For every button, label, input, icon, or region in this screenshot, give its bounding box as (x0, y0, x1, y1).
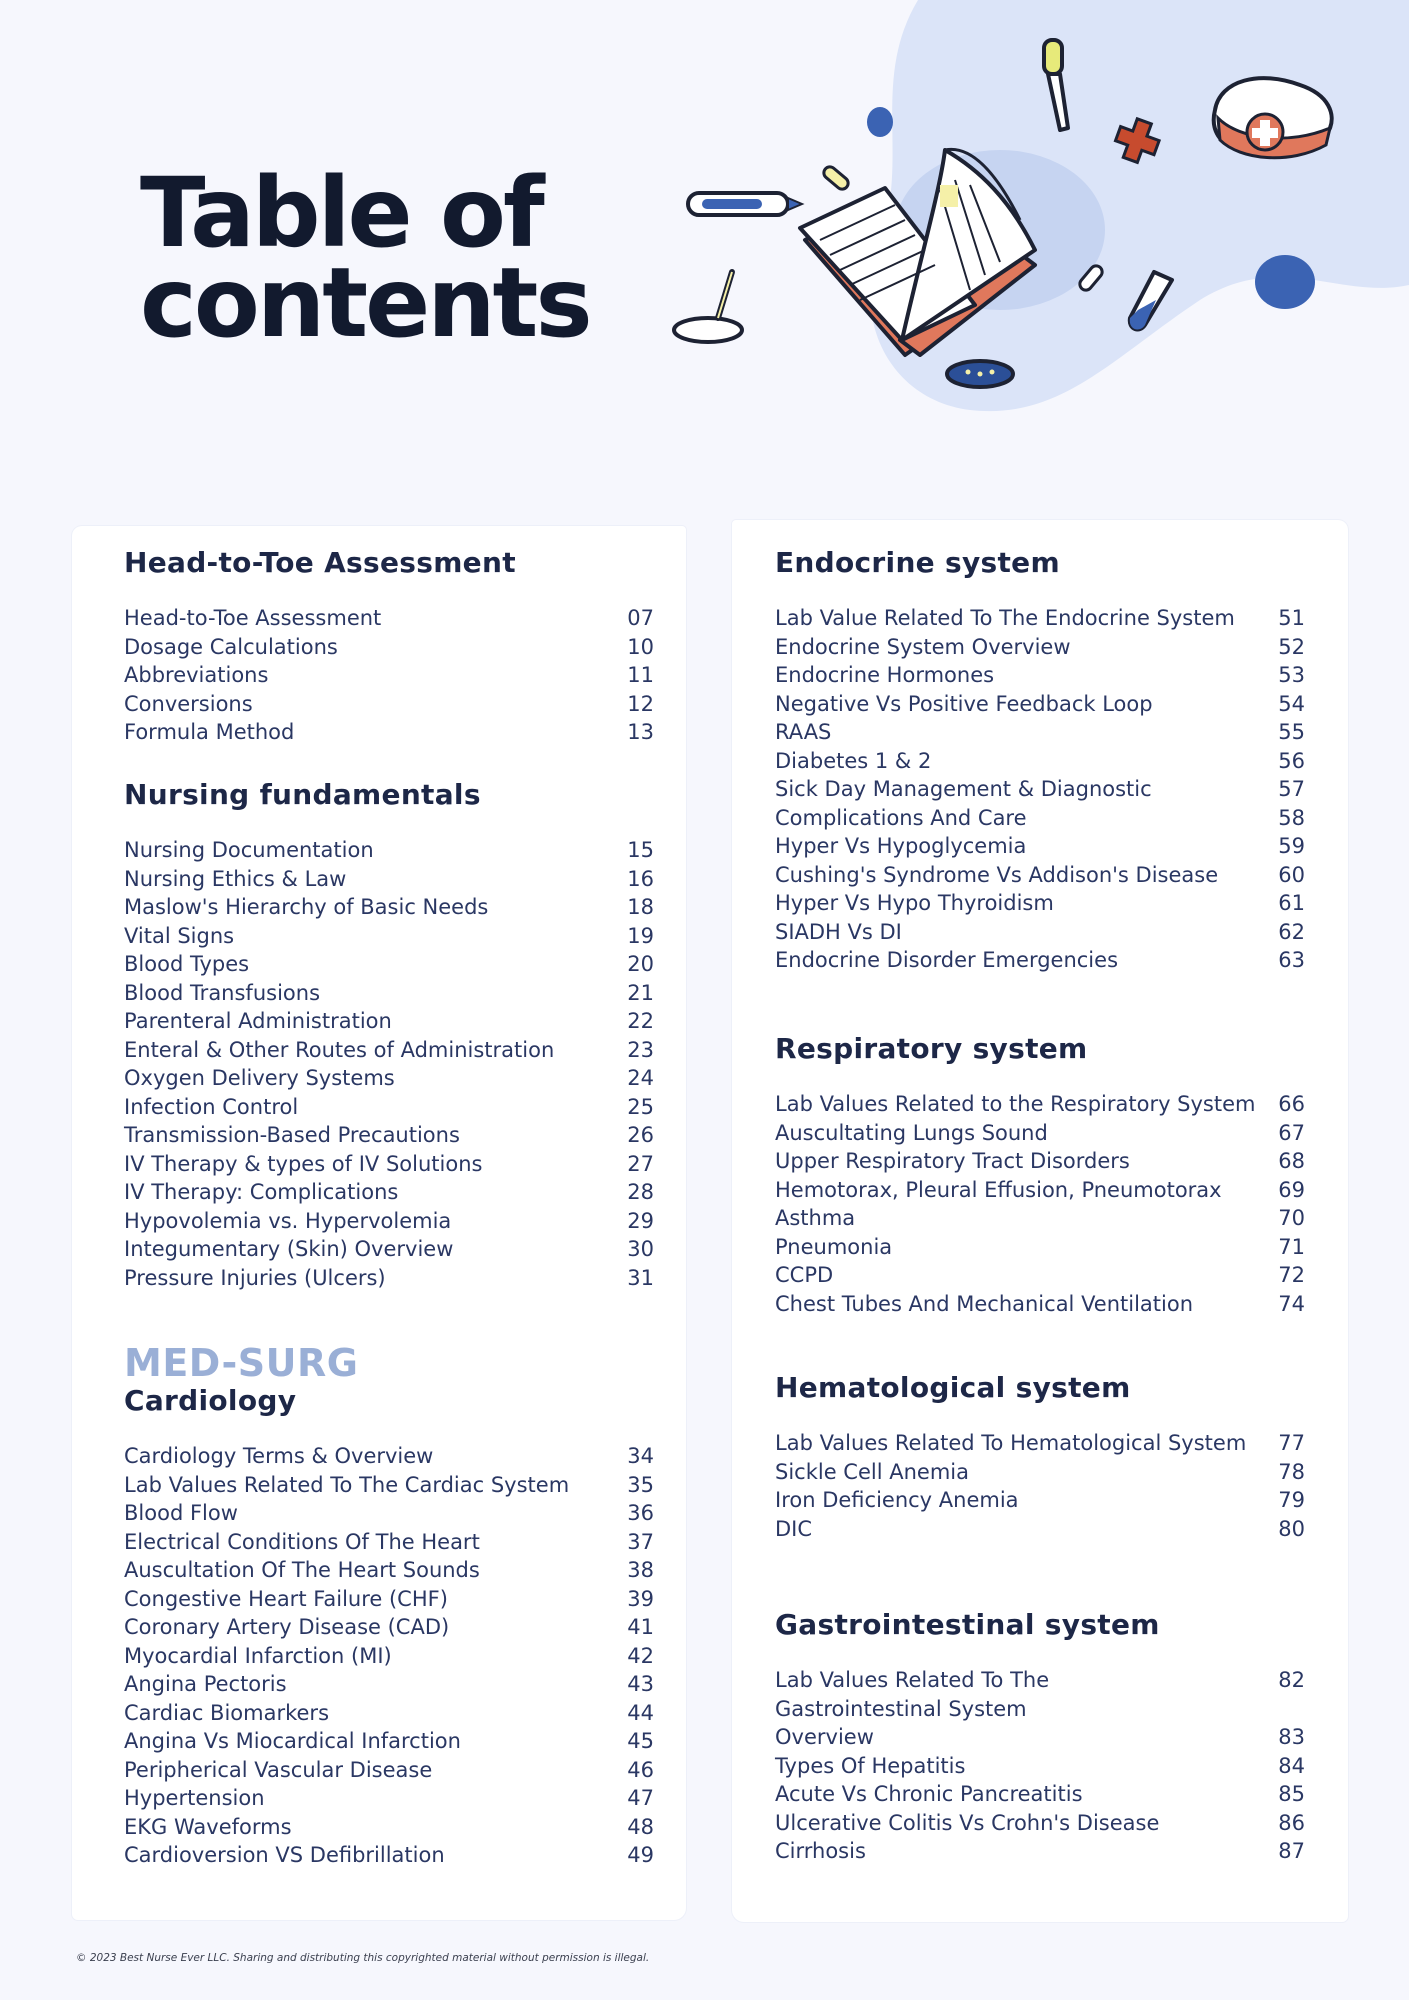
entry-page: 56 (1278, 748, 1305, 773)
toc-entry[interactable] (124, 1670, 654, 1699)
toc-entry[interactable] (124, 1727, 654, 1756)
toc-entry[interactable] (775, 1809, 1305, 1838)
toc-list (124, 1442, 654, 1870)
entry-label: Electrical Conditions Of The Heart (124, 1529, 480, 1554)
entry-page: 30 (627, 1237, 654, 1261)
toc-entry[interactable] (124, 1642, 654, 1671)
entry-page: 67 (1278, 1120, 1305, 1145)
entry-label: Hyper Vs Hypo Thyroidism (775, 891, 1054, 915)
entry-page: 53 (1278, 663, 1305, 687)
toc-entry[interactable] (124, 1150, 654, 1179)
entry-page: 23 (627, 1037, 654, 1062)
entry-page: 38 (627, 1558, 654, 1582)
toc-entry[interactable] (775, 946, 1305, 975)
entry-page: 62 (1278, 919, 1305, 944)
section-title: Nursing fundamentals (124, 778, 481, 811)
entry-label: Formula Method (124, 720, 295, 744)
entry-page: 34 (627, 1444, 654, 1468)
entry-label: Vital Signs (124, 923, 235, 948)
toc-entry[interactable] (124, 1784, 654, 1813)
entry-page: 44 (627, 1700, 654, 1725)
toc-entry[interactable] (775, 1261, 1305, 1290)
toc-entry[interactable] (775, 832, 1305, 861)
entry-page: 43 (627, 1672, 654, 1696)
entry-label: Nursing Documentation (124, 838, 374, 862)
entry-page: 13 (627, 720, 654, 744)
toc-entry[interactable] (124, 865, 654, 894)
entry-page: 61 (1278, 891, 1305, 915)
pill-capsule-icon (947, 361, 1013, 387)
toc-entry[interactable] (124, 604, 654, 633)
entry-page: 39 (627, 1586, 654, 1611)
entry-label: Lab Values Related to the Respiratory System (775, 1092, 1256, 1116)
entry-label: Nursing Ethics & Law (124, 866, 347, 891)
entry-page: 47 (627, 1786, 654, 1810)
toc-entry[interactable] (124, 1556, 654, 1585)
entry-page: 42 (627, 1643, 654, 1668)
blue-blob (1255, 255, 1315, 309)
toc-entry[interactable] (124, 1528, 654, 1557)
entry-page: 15 (627, 838, 654, 862)
entry-page: 48 (627, 1814, 654, 1839)
entry-label: Cardiac Biomarkers (124, 1700, 330, 1725)
section-endocrine (775, 546, 1305, 975)
entry-page: 26 (627, 1123, 654, 1147)
entry-label: Blood Flow (124, 1501, 238, 1525)
entry-page: 86 (1278, 1810, 1305, 1835)
entry-page: 28 (627, 1180, 654, 1204)
toc-entry[interactable] (775, 775, 1305, 804)
entry-page: 27 (627, 1151, 654, 1176)
entry-label: Coronary Artery Disease (CAD) (124, 1615, 450, 1639)
entry-page: 59 (1278, 834, 1305, 858)
entry-label: Cardioversion VS Defibrillation (124, 1843, 445, 1867)
toc-entry[interactable] (124, 1064, 654, 1093)
entry-page: 12 (627, 691, 654, 716)
toc-entry[interactable] (124, 1756, 654, 1785)
entry-page: 87 (1278, 1839, 1305, 1863)
entry-label: Hypovolemia vs. Hypervolemia (124, 1208, 452, 1233)
entry-label: Auscultating Lungs Sound (775, 1120, 1048, 1145)
toc-entry[interactable] (124, 1841, 654, 1870)
toc-entry[interactable] (124, 836, 654, 865)
toc-entry[interactable] (775, 1458, 1305, 1487)
copyright-footer: © 2023 Best Nurse Ever LLC. Sharing and distributing this copyrighted material without permission is illegal. (76, 1952, 650, 1964)
entry-label: Enteral & Other Routes of Administration (124, 1037, 555, 1062)
toc-list (124, 604, 654, 747)
toc-entry[interactable] (124, 1699, 654, 1728)
toc-entry[interactable] (124, 1235, 654, 1264)
entry-page: 29 (627, 1208, 654, 1233)
toc-entry[interactable] (124, 1093, 654, 1122)
entry-label: Oxygen Delivery Systems (124, 1066, 395, 1090)
toc-entry[interactable] (775, 804, 1305, 833)
entry-page: 36 (627, 1501, 654, 1525)
toc-entry[interactable] (775, 747, 1305, 776)
toc-entry[interactable] (124, 1442, 654, 1471)
section-gastrointestinal (775, 1608, 1305, 1866)
entry-page: 10 (627, 634, 654, 659)
entry-page: 52 (1278, 634, 1305, 659)
toc-entry[interactable] (124, 1207, 654, 1236)
entry-label: Endocrine Hormones (775, 663, 995, 687)
entry-page: 07 (627, 606, 654, 630)
entry-label: Blood Types (124, 952, 250, 976)
toc-entry[interactable] (124, 1178, 654, 1207)
entry-page: 25 (627, 1094, 654, 1119)
entry-page: 71 (1278, 1234, 1305, 1259)
toc-entry[interactable] (775, 633, 1305, 662)
toc-left-panel (72, 526, 686, 1920)
entry-label: Integumentary (Skin) Overview (124, 1237, 454, 1261)
medical-illustration (640, 0, 1409, 420)
entry-page: 60 (1278, 862, 1305, 887)
entry-label: CCPD (775, 1263, 834, 1287)
entry-label: Diabetes 1 & 2 (775, 748, 932, 773)
entry-page: 19 (627, 923, 654, 948)
entry-label: Ulcerative Colitis Vs Crohn's Disease (775, 1810, 1160, 1835)
toc-entry[interactable] (124, 922, 654, 951)
entry-label: Head-to-Toe Assessment (124, 606, 382, 630)
entry-page: 41 (627, 1615, 654, 1639)
entry-label: Auscultation Of The Heart Sounds (124, 1558, 480, 1582)
toc-entry[interactable] (775, 1723, 1305, 1752)
toc-entry[interactable] (775, 1290, 1305, 1319)
toc-entry[interactable] (124, 893, 654, 922)
entry-label: Lab Values Related To Hematological System (775, 1431, 1247, 1455)
entry-page: 21 (627, 980, 654, 1005)
entry-page: 70 (1278, 1206, 1305, 1230)
entry-page: 72 (1278, 1263, 1305, 1287)
entry-label: Parenteral Administration (124, 1009, 392, 1033)
toc-list (775, 1666, 1305, 1866)
entry-label: Peripherical Vascular Disease (124, 1757, 433, 1782)
entry-label: Conversions (124, 691, 253, 716)
toc-entry[interactable] (775, 1119, 1305, 1148)
entry-page: 45 (627, 1729, 654, 1753)
entry-page: 79 (1278, 1488, 1305, 1512)
entry-page: 78 (1278, 1459, 1305, 1484)
entry-page: 55 (1278, 720, 1305, 744)
toc-entry[interactable] (124, 718, 654, 747)
entry-page: 37 (627, 1529, 654, 1554)
entry-label: Complications And Care (775, 805, 1027, 830)
entry-label: Lab Values Related To The Gastrointestinal System (775, 1668, 1050, 1721)
entry-page: 31 (627, 1265, 654, 1290)
toc-entry[interactable] (775, 718, 1305, 747)
toc-entry[interactable] (775, 918, 1305, 947)
toc-entry[interactable] (775, 889, 1305, 918)
entry-page: 69 (1278, 1177, 1305, 1202)
entry-label: Chest Tubes And Mechanical Ventilation (775, 1291, 1194, 1316)
entry-label: IV Therapy & types of IV Solutions (124, 1151, 483, 1176)
entry-label: Endocrine System Overview (775, 634, 1071, 659)
entry-label: Cirrhosis (775, 1839, 866, 1863)
toc-entry[interactable] (124, 1813, 654, 1842)
entry-label: SIADH Vs DI (775, 919, 902, 944)
toc-entry[interactable] (775, 1837, 1305, 1866)
toc-list (775, 1090, 1305, 1318)
petri-dish-icon (674, 272, 742, 342)
entry-label: Pneumonia (775, 1234, 893, 1259)
section-title: Hematological system (775, 1371, 1131, 1404)
entry-label: Transmission-Based Precautions (124, 1123, 460, 1147)
entry-label: Endocrine Disorder Emergencies (775, 948, 1119, 972)
toc-entry[interactable] (775, 661, 1305, 690)
entry-page: 18 (627, 895, 654, 919)
toc-entry[interactable] (775, 1752, 1305, 1781)
toc-entry[interactable] (124, 950, 654, 979)
entry-page: 46 (627, 1757, 654, 1782)
entry-page: 84 (1278, 1753, 1305, 1778)
entry-label: Angina Vs Miocardical Infarction (124, 1729, 461, 1753)
entry-label: Hypertension (124, 1786, 265, 1810)
entry-page: 22 (627, 1009, 654, 1033)
toc-entry[interactable] (124, 1499, 654, 1528)
entry-label: Hyper Vs Hypoglycemia (775, 834, 1027, 858)
entry-page: 74 (1278, 1291, 1305, 1316)
toc-entry[interactable] (124, 661, 654, 690)
entry-label: Types Of Hepatitis (775, 1753, 966, 1778)
entry-page: 11 (627, 663, 654, 687)
entry-page: 57 (1278, 777, 1305, 801)
entry-label: Cushing's Syndrome Vs Addison's Disease (775, 862, 1219, 887)
toc-entry[interactable] (775, 1486, 1305, 1515)
entry-label: Sickle Cell Anemia (775, 1459, 969, 1484)
toc-entry[interactable] (124, 1585, 654, 1614)
entry-label: Overview (775, 1725, 874, 1749)
entry-page: 16 (627, 866, 654, 891)
nurse-cap-icon (1214, 78, 1332, 158)
toc-entry[interactable] (775, 1666, 1305, 1723)
toc-entry[interactable] (124, 1613, 654, 1642)
entry-label: Acute Vs Chronic Pancreatitis (775, 1782, 1083, 1806)
section-title: Endocrine system (775, 546, 1060, 579)
entry-page: 24 (627, 1066, 654, 1090)
entry-label: IV Therapy: Complications (124, 1180, 399, 1204)
entry-page: 63 (1278, 948, 1305, 972)
section-title: Respiratory system (775, 1032, 1088, 1065)
entry-label: Hemotorax, Pleural Effusion, Pneumotorax (775, 1177, 1222, 1202)
entry-label: Asthma (775, 1206, 856, 1230)
entry-label: Pressure Injuries (Ulcers) (124, 1265, 386, 1290)
toc-right-panel (732, 520, 1348, 1922)
section-respiratory (775, 1032, 1305, 1318)
med-surg-heading: MED-SURG (124, 1341, 359, 1385)
toc-entry[interactable] (775, 1429, 1305, 1458)
entry-page: 58 (1278, 805, 1305, 830)
section-nursing-fundamentals (124, 778, 654, 1292)
toc-entry[interactable] (124, 1471, 654, 1500)
toc-entry[interactable] (124, 1264, 654, 1293)
section-title: Head-to-Toe Assessment (124, 546, 516, 579)
entry-page: 54 (1278, 691, 1305, 716)
entry-label: Congestive Heart Failure (CHF) (124, 1586, 448, 1611)
entry-label: DIC (775, 1516, 813, 1541)
page-title: Table of contents (140, 157, 590, 359)
entry-page: 49 (627, 1843, 654, 1867)
toc-entry[interactable] (775, 690, 1305, 719)
toc-entry[interactable] (775, 1176, 1305, 1205)
toc-entry[interactable] (124, 1121, 654, 1150)
entry-page: 35 (627, 1472, 654, 1497)
entry-label: Myocardial Infarction (MI) (124, 1643, 392, 1668)
toc-entry[interactable] (775, 1233, 1305, 1262)
entry-label: RAAS (775, 720, 832, 744)
entry-page: 80 (1278, 1516, 1305, 1541)
entry-label: EKG Waveforms (124, 1814, 292, 1839)
entry-label: Blood Transfusions (124, 980, 321, 1005)
entry-page: 83 (1278, 1725, 1305, 1749)
section-head-to-toe (124, 546, 654, 747)
entry-page: 66 (1278, 1092, 1305, 1116)
entry-page: 20 (627, 952, 654, 976)
toc-entry[interactable] (124, 1036, 654, 1065)
section-cardiology (124, 1342, 654, 1870)
toc-entry[interactable] (775, 1780, 1305, 1809)
toc-entry[interactable] (775, 1147, 1305, 1176)
entry-label: Lab Value Related To The Endocrine System (775, 606, 1235, 630)
toc-list (124, 836, 654, 1292)
entry-page: 85 (1278, 1782, 1305, 1806)
toc-entry[interactable] (124, 633, 654, 662)
entry-page: 51 (1278, 606, 1305, 630)
toc-list (775, 1429, 1305, 1543)
entry-label: Angina Pectoris (124, 1672, 287, 1696)
toc-entry[interactable] (124, 690, 654, 719)
section-title: Gastrointestinal system (775, 1608, 1160, 1641)
thermometer-icon (688, 193, 802, 215)
entry-label: Lab Values Related To The Cardiac System (124, 1472, 570, 1497)
entry-label: Maslow's Hierarchy of Basic Needs (124, 895, 489, 919)
toc-entry[interactable] (124, 1007, 654, 1036)
blue-dot (867, 107, 893, 137)
entry-label: Negative Vs Positive Feedback Loop (775, 691, 1153, 716)
entry-label: Cardiology Terms & Overview (124, 1444, 434, 1468)
toc-entry[interactable] (775, 861, 1305, 890)
toc-entry[interactable] (775, 1515, 1305, 1544)
entry-label: Dosage Calculations (124, 634, 338, 659)
toc-entry[interactable] (124, 979, 654, 1008)
entry-label: Infection Control (124, 1094, 299, 1119)
entry-page: 68 (1278, 1149, 1305, 1173)
entry-label: Iron Deficiency Anemia (775, 1488, 1019, 1512)
entry-label: Sick Day Management & Diagnostic (775, 777, 1152, 801)
entry-label: Upper Respiratory Tract Disorders (775, 1149, 1130, 1173)
toc-entry[interactable] (775, 604, 1305, 633)
section-title: Cardiology (124, 1384, 297, 1417)
toc-list (775, 604, 1305, 975)
entry-label: Abbreviations (124, 663, 269, 687)
toc-entry[interactable] (775, 1204, 1305, 1233)
toc-entry[interactable] (775, 1090, 1305, 1119)
entry-page: 82 (1278, 1668, 1305, 1692)
section-hematological (775, 1371, 1305, 1543)
entry-page: 77 (1278, 1431, 1305, 1455)
